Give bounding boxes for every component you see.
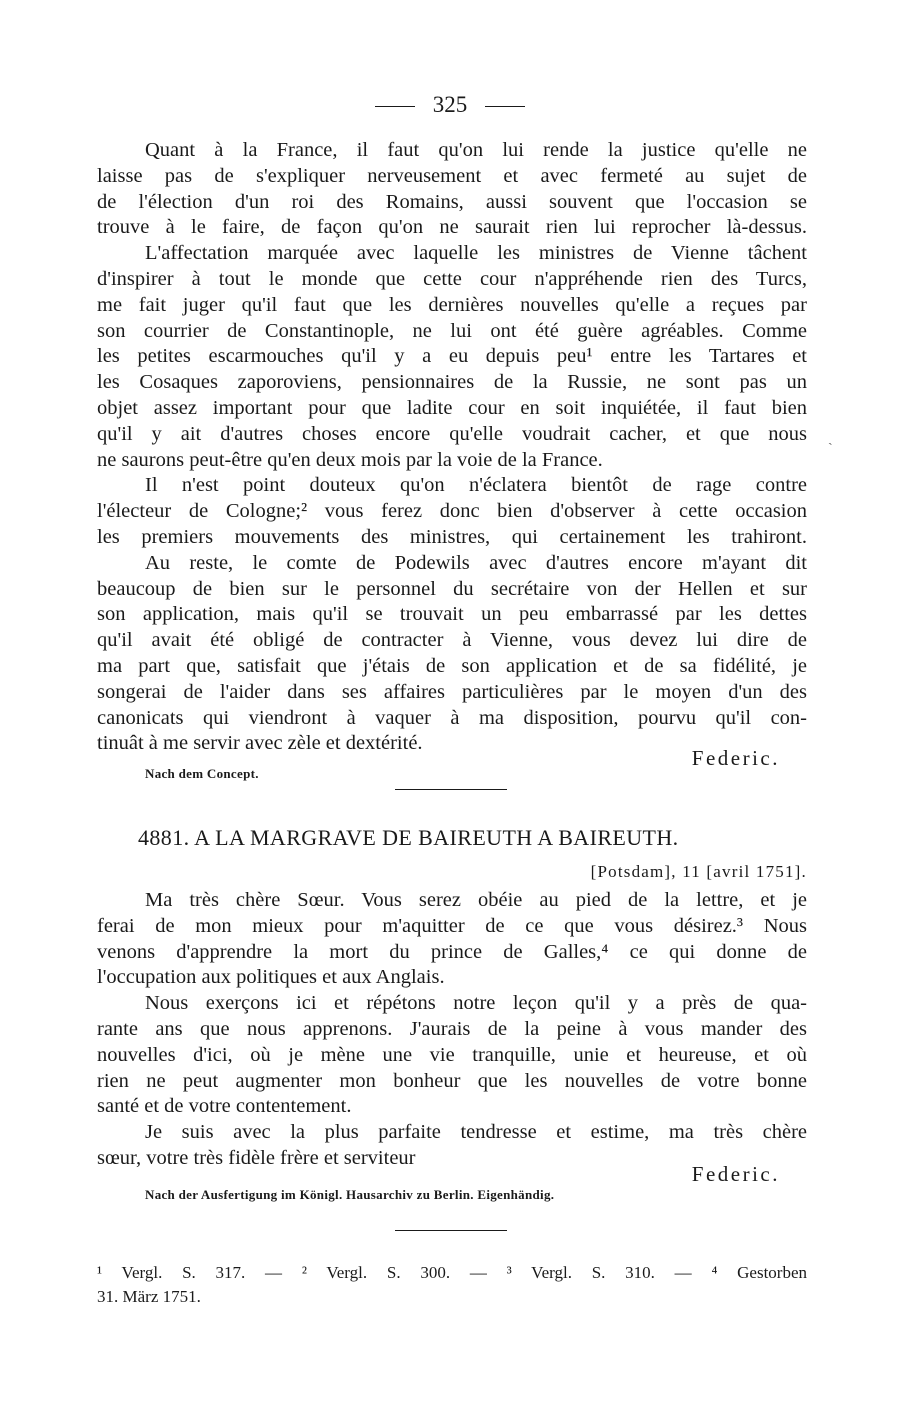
letter2-date: [Potsdam], 11 [avril 1751]. [590,862,807,881]
text-line: ne saurons peut-être qu'en deux mois par la voie de la France. [97,448,603,471]
text-line: les petites escarmouches qu'il y a eu depuis peu¹ entre les Tartares et [97,345,807,368]
text-line: objet assez important pour que ladite cour en soit inquiétée, il faut bien [97,396,807,419]
text-line: tinuât à me servir avec zèle et dextérité. [97,732,423,755]
footnote-line: 31. März 1751. [97,1287,201,1306]
text-line: rien ne peut augmenter mon bonheur que les nouvelles de votre bonne [97,1069,807,1092]
letter2-signature: Federic. [691,1162,780,1186]
section-divider [395,789,507,790]
letter2-heading: 4881. A LA MARGRAVE DE BAIREUTH A BAIREUTH. [138,825,679,850]
text-line: Je suis avec la plus parfaite tendresse et estime, ma très chère [145,1121,807,1144]
text-line: l'électeur de Cologne;² vous ferez donc bien d'observer à cette occasion [97,500,807,523]
page-number: 325 [0,90,900,120]
text-line: songerai de l'aider dans ses affaires particulières par le moyen d'un des [97,680,807,703]
text-line: santé et de votre contentement. [97,1095,352,1118]
text-line: d'inspirer à tout le monde que cette cour n'appréhende rien des Turcs, [97,267,807,290]
text-line: beaucoup de bien sur le personnel du secrétaire von der Hellen et sur [97,577,807,600]
text-line: les Cosaques zaporoviens, pensionnaires de la Russie, ne sont pas un [97,371,807,394]
text-line: de l'élection d'un roi des Romains, aussi souvent que l'occasion se [97,190,807,213]
text-line: Au reste, le comte de Podewils avec d'autres encore m'ayant dit [145,551,807,574]
text-line: venons d'apprendre la mort du prince de Galles,⁴ ce qui donne de [97,940,807,963]
text-line: rante ans que nous apprenons. J'aurais de la peine à vous mander des [97,1017,807,1040]
text-line: son courrier de Constantinople, ne lui ont été guère agréables. Comme [97,319,807,342]
page-number-dash-right [485,106,525,107]
text-line: Ma très chère Sœur. Vous serez obéie au pied de la lettre, et je [145,889,807,911]
margin-mark: ˏ [828,431,833,446]
text-line: Nous exerçons ici et répétons notre leçon qu'il y a près de qua- [145,992,807,1015]
letter2-body [97,888,807,1172]
text-line: qu'il avait été obligé de contracter à Vienne, vous devez lui dire de [97,629,807,652]
footnotes [97,1261,807,1309]
letter2-source-note: Nach der Ausfertigung im Königl. Hausarchiv zu Berlin. Eigenhändig. [145,1187,555,1202]
page-number-dash-left [375,106,415,107]
text-line: ma part que, satisfait que j'étais de son application et de sa fidélité, je [97,654,807,677]
letter1-body [97,138,807,757]
text-line: canonicats qui viendront à vaquer à ma disposition, pourvu qu'il con- [97,706,807,729]
text-line: ferai de mon mieux pour m'aquitter de ce que vous désirez.³ Nous [97,914,807,937]
text-line: trouve à le faire, de façon qu'on ne saurait rien lui reprocher là-dessus. [97,216,807,239]
text-line: son application, mais qu'il se trouvait un peu embarrassé par les dettes [97,603,807,626]
text-line: me fait juger qu'il faut que les dernières nouvelles qu'elle a reçues par [97,293,807,316]
text-line: qu'il y ait d'autres choses encore qu'elle voudrait cacher, et que nous [97,422,807,445]
text-line: Il n'est point douteux qu'on n'éclatera bientôt de rage contre [145,474,807,497]
text-line: l'occupation aux politiques et aux Anglais. [97,966,445,989]
letter1-signature: Federic. [691,746,780,770]
text-line: sœur, votre très fidèle frère et serviteur [97,1146,416,1169]
text-line: nouvelles d'ici, où je mène une vie tranquille, unie et heureuse, et où [97,1043,807,1066]
letter1-source-note: Nach dem Concept. [145,766,259,781]
text-line: Quant à la France, il faut qu'on lui rende la justice qu'elle ne [145,139,807,161]
text-line: les premiers mouvements des ministres, qui certainement les trahiront. [97,525,807,548]
text-line: L'affectation marquée avec laquelle les ministres de Vienne tâchent [145,242,807,265]
text-line: laisse pas de s'expliquer nerveusement et avec fermeté au sujet de [97,164,807,187]
footnote-divider [395,1230,507,1231]
footnote-line: ¹ Vergl. S. 317. — ² Vergl. S. 300. — ³ Vergl. S. 310. — ⁴ Gestorben [97,1263,807,1282]
